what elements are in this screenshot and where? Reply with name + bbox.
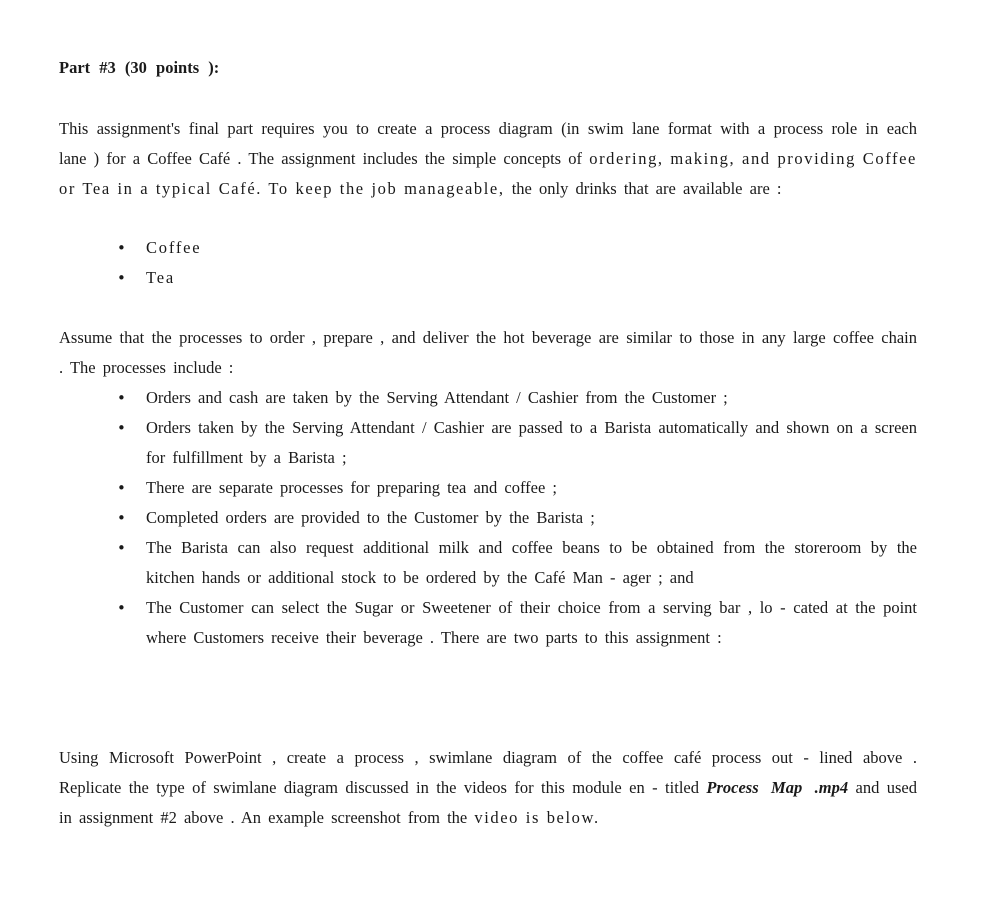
list-item: • Orders and cash are taken by the Serving Attendant / Cashier from the Customer ; xyxy=(117,383,917,413)
process-list xyxy=(117,383,917,653)
intro-text-a: This assignment's final part requires you to create a process diagram (in swim lane format with a process role in each lane ) for a Coffee Café . The assignment includes the simple concepts of xyxy=(59,119,917,168)
list-item: • Completed orders are provided to the Customer by the Barista ; xyxy=(117,503,917,533)
closing-text-b: and used in assignment #2 above . An example screenshot from the xyxy=(59,778,917,827)
list-item: • The Barista can also request additional milk and coffee beans to be obtained from the storeroom by the kitchen hands or additional stock to be ordered by the Café Man - ager ; and xyxy=(117,533,917,593)
assume-paragraph: Assume that the processes to order , prepare , and deliver the hot beverage are similar to those in any large coffee chain . The processes include : xyxy=(59,328,917,377)
bullet-icon: • xyxy=(117,269,128,287)
closing-paragraph xyxy=(59,743,917,833)
list-item: • There are separate processes for preparing tea and coffee ; xyxy=(117,473,917,503)
intro-text-c: the only drinks that are available are : xyxy=(511,179,782,198)
section-heading: Part #3 (30 points ): xyxy=(59,58,220,77)
intro-text-b: ordering, making, and providing Coffee or Tea in a typical Café. To keep the job manageable, xyxy=(59,149,917,198)
bullet-icon: • xyxy=(117,479,126,497)
list-item: • Coffee xyxy=(117,233,917,263)
bullet-icon: • xyxy=(117,539,126,557)
closing-text-c: video is below. xyxy=(474,808,600,827)
bullet-icon: • xyxy=(117,389,126,407)
list-item: • Tea xyxy=(117,263,917,293)
bullet-icon: • xyxy=(117,419,126,437)
drinks-list xyxy=(117,233,917,293)
bullet-icon: • xyxy=(117,509,126,527)
closing-text-a: Using Microsoft PowerPoint , create a process , swimlane diagram of the coffee café process out - lined above . Replicate the type of swimlane diagram discussed in the videos for this module en - titled xyxy=(59,748,917,797)
list-item: • The Customer can select the Sugar or Sweetener of their choice from a serving bar , lo - cated at the point where Customers receive their beverage . There are two parts to this assignment : xyxy=(117,593,917,653)
bullet-icon: • xyxy=(117,239,128,257)
list-item: • Orders taken by the Serving Attendant / Cashier are passed to a Barista automatically and shown on a screen for fulfillment by a Barista ; xyxy=(117,413,917,473)
intro-paragraph xyxy=(59,114,917,204)
video-title: Process Map .mp4 xyxy=(706,778,849,797)
bullet-icon: • xyxy=(117,599,126,617)
